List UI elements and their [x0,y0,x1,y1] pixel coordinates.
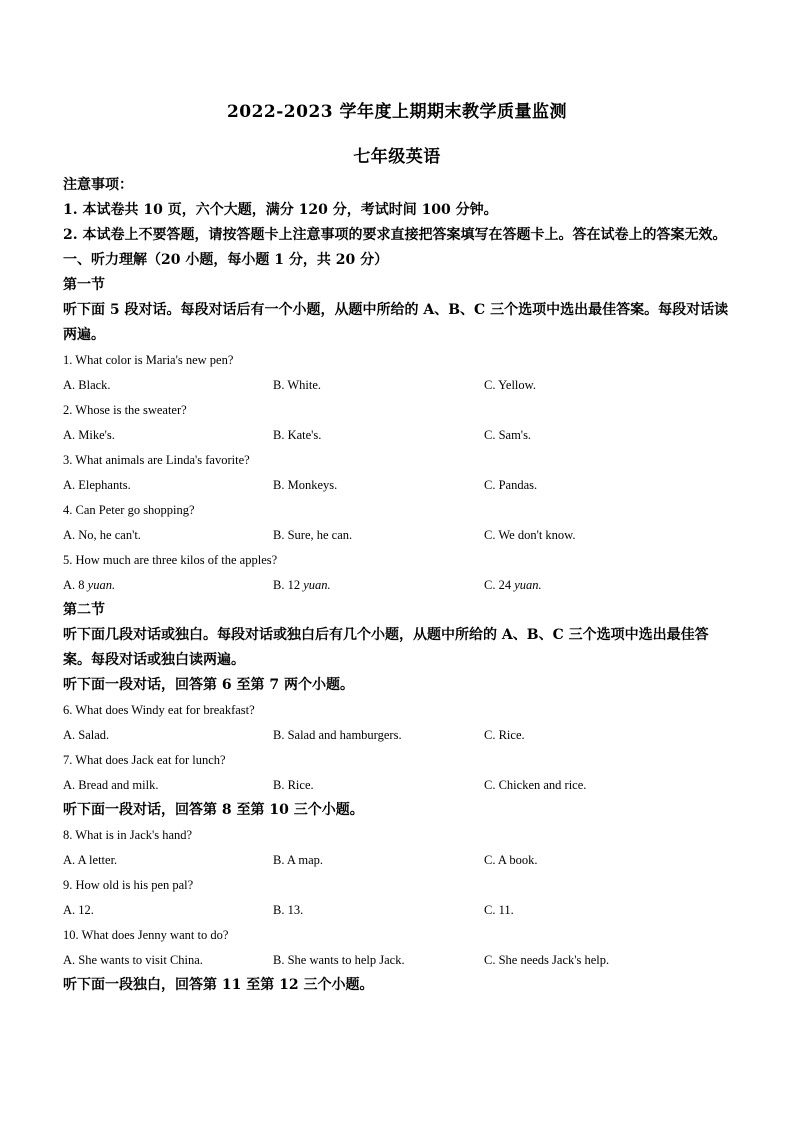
question-options [63,723,735,748]
option-a: A. 12. [63,903,94,917]
exam-body [63,173,735,998]
option-b: B. Sure, he can. [273,528,353,542]
option-a: A. Elephants. [63,478,131,492]
option-c [484,573,542,598]
exam-title: 2022-2023 学年度上期期末教学质量监测 [226,102,568,122]
question-options [63,373,735,398]
dialog-instruction-2: 听下面一段对话，回答第 8 至第 10 三个小题。 [63,802,364,818]
option-b: B. Monkeys. [273,478,338,492]
option-b [273,573,331,598]
question-text: 7. What does Jack eat for lunch? [63,753,226,767]
question-options [63,573,735,598]
question-4 [63,498,735,548]
option-unit: yuan. [303,578,331,592]
option-b: B. She wants to help Jack. [273,953,405,967]
question-options [63,898,735,923]
question-text: 4. Can Peter go shopping? [63,503,195,517]
monologue-instruction: 听下面一段独白，回答第 11 至第 12 三个小题。 [63,977,374,993]
exam-subtitle: 七年级英语 [353,147,441,167]
question-text: 5. How much are three kilos of the apples? [63,553,278,567]
option-a: A. Salad. [63,728,110,742]
question-3 [63,448,735,498]
option-unit: yuan. [514,578,542,592]
section1-heading: 第一节 [63,277,105,293]
section1-instruction: 听下面 5 段对话。每段对话后有一个小题，从题中所给的 A、B、C 三个选项中选出最佳答案。每段对话读两遍。 [63,302,729,343]
question-text: 2. Whose is the sweater? [63,403,187,417]
option-a: A. A letter. [63,853,118,867]
notice-item-1: 1. 本试卷共 10 页，六个大题，满分 120 分，考试时间 100 分钟。 [63,202,498,218]
option-a: A. Bread and milk. [63,778,159,792]
option-b: B. Kate's. [273,428,322,442]
question-7 [63,748,735,798]
question-8 [63,823,735,873]
notice-heading: 注意事项： [63,177,133,193]
question-5 [63,548,735,598]
option-c: C. Rice. [484,728,525,742]
question-options [63,523,735,548]
question-options [63,773,735,798]
question-1 [63,348,735,398]
option-a: A. She wants to visit China. [63,953,203,967]
section2-instruction: 听下面几段对话或独白。每段对话或独白后有几个小题，从题中所给的 A、B、C 三个选项中选出最佳答案。每段对话或独白读两遍。 [63,627,709,668]
part1-heading: 一、听力理解（20 小题，每小题 1 分，共 20 分） [63,252,389,268]
option-a: A. No, he can't. [63,528,141,542]
question-text: 1. What color is Maria's new pen? [63,353,234,367]
option-c: C. A book. [484,853,538,867]
question-text: 9. How old is his pen pal? [63,878,194,892]
section2-heading: 第二节 [63,602,105,618]
option-a: A. Mike's. [63,428,115,442]
option-unit: yuan. [87,578,116,592]
option-value: A. 8 [63,578,85,592]
question-text: 10. What does Jenny want to do? [63,928,229,942]
option-a [63,573,115,598]
question-options [63,848,735,873]
option-c: C. We don't know. [484,528,576,542]
option-b: B. A map. [273,853,324,867]
question-2 [63,398,735,448]
question-text: 8. What is in Jack's hand? [63,828,193,842]
question-6 [63,698,735,748]
option-b: B. White. [273,378,322,392]
question-options [63,948,735,973]
question-10 [63,923,735,973]
option-c: C. Sam's. [484,428,532,442]
option-c: C. Yellow. [484,378,536,392]
question-options [63,473,735,498]
option-c: C. 11. [484,903,514,917]
option-value: C. 24 [484,578,512,592]
option-c: C. Pandas. [484,478,538,492]
question-9 [63,873,735,923]
question-options [63,423,735,448]
dialog-instruction-1: 听下面一段对话，回答第 6 至第 7 两个小题。 [63,677,354,693]
option-b: B. Salad and hamburgers. [273,728,402,742]
option-value: B. 12 [273,578,301,592]
option-c: C. Chicken and rice. [484,778,587,792]
question-text: 3. What animals are Linda's favorite? [63,453,250,467]
question-text: 6. What does Windy eat for breakfast? [63,703,255,717]
option-b: B. Rice. [273,778,314,792]
option-b: B. 13. [273,903,304,917]
notice-item-2: 2. 本试卷上不要答题，请按答题卡上注意事项的要求直接把答案填写在答题卡上。答在试卷上的答案无效。 [63,227,727,243]
option-a: A. Black. [63,378,111,392]
option-c: C. She needs Jack's help. [484,953,610,967]
